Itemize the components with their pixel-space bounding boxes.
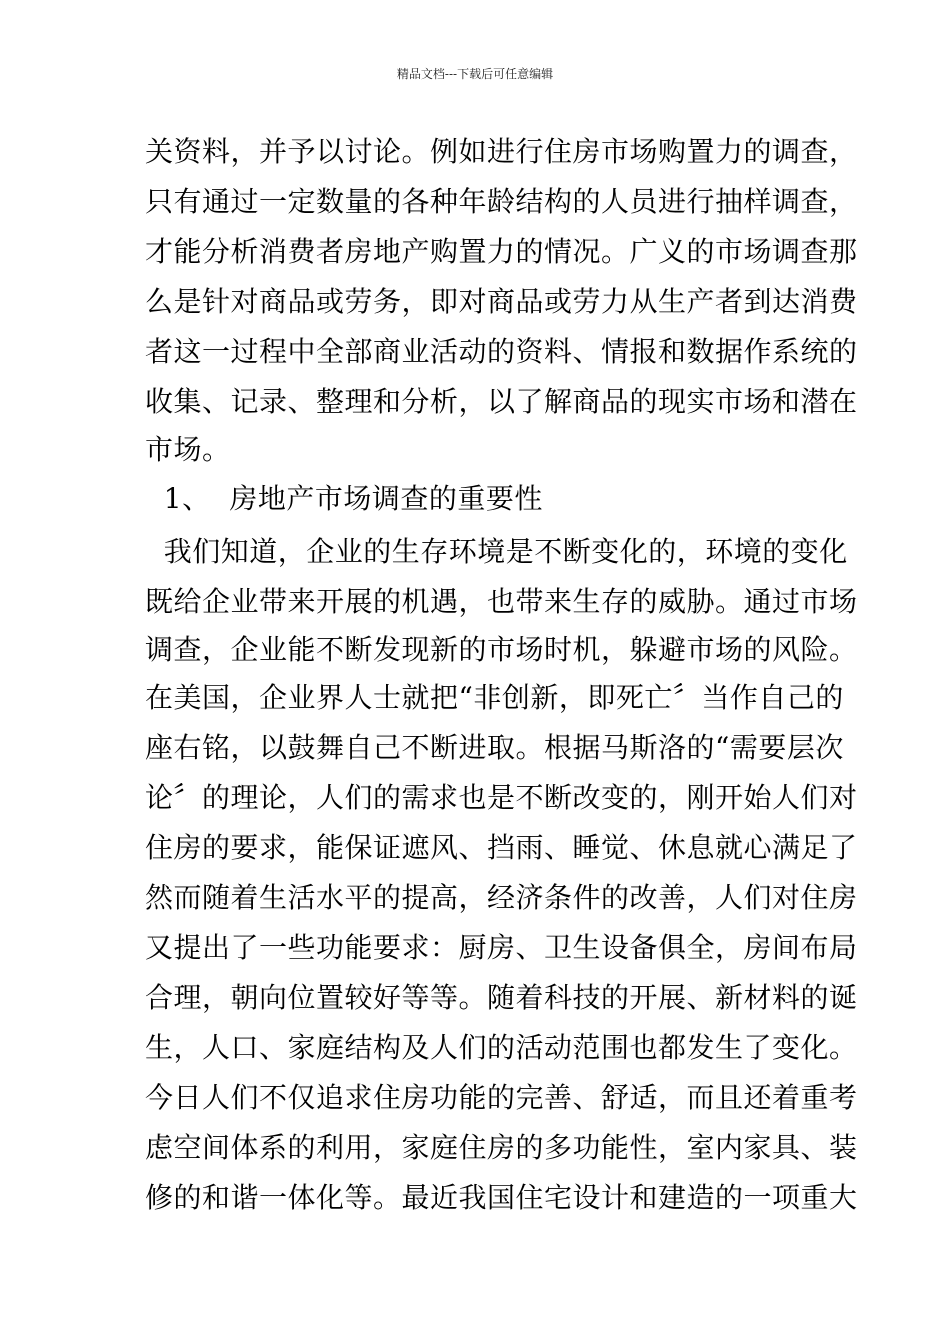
text-line: 又提出了一些功能要求：厨房、卫生设备俱全，房间布局 xyxy=(145,931,858,964)
text-line: 生，人口、家庭结构及人们的活动范围也都发生了变化。 xyxy=(145,1031,858,1064)
text-line: 座右铭，以鼓舞自己不断进取。根据马斯洛的“需要层次 xyxy=(145,731,844,764)
text-line: 收集、记录、整理和分析，以了解商品的现实市场和潜在 xyxy=(145,385,858,418)
text-line: 才能分析消费者房地产购置力的情况。广义的市场调查那 xyxy=(145,235,858,268)
text-line: 我们知道，企业的生存环境是不断变化的，环境的变化 xyxy=(145,535,848,568)
text-line: 今日人们不仅追求住房功能的完善、舒适，而且还着重考 xyxy=(145,1081,858,1114)
page-header: 精品文档---下载后可任意编辑 xyxy=(396,67,554,81)
text-line: 合理，朝向位置较好等等。随着科技的开展、新材料的诞 xyxy=(145,981,858,1014)
text-line: 只有通过一定数量的各种年龄结构的人员进行抽样调查， xyxy=(145,185,858,218)
text-line: 论〞的理论，人们的需求也是不断改变的，刚开始人们对 xyxy=(145,781,858,814)
text-line: 么是针对商品或劳务，即对商品或劳力从生产者到达消费 xyxy=(145,285,858,318)
text-line: 住房的要求，能保证遮风、挡雨、睡觉、休息就心满足了 xyxy=(145,831,858,864)
text-line: 关资料，并予以讨论。例如进行住房市场购置力的调查， xyxy=(145,135,858,168)
text-line: 市场。 xyxy=(145,433,231,466)
text-line: 虑空间体系的利用，家庭住房的多功能性，室内家具、装 xyxy=(145,1131,858,1164)
text-line: 在美国，企业界人士就把“非创新，即死亡〞当作自己的 xyxy=(145,681,844,714)
text-line: 既给企业带来开展的机遇，也带来生存的威胁。通过市场 xyxy=(145,585,858,618)
text-line: 调查，企业能不断发现新的市场时机，躲避市场的风险。 xyxy=(145,633,858,666)
section-heading: 1、 房地产市场调查的重要性 xyxy=(145,482,543,515)
text-line: 者这一过程中全部商业活动的资料、情报和数据作系统的 xyxy=(145,335,858,368)
text-line: 然而随着生活水平的提高，经济条件的改善，人们对住房 xyxy=(145,881,858,914)
text-line: 修的和谐一体化等。最近我国住宅设计和建造的一项重大 xyxy=(145,1181,858,1214)
